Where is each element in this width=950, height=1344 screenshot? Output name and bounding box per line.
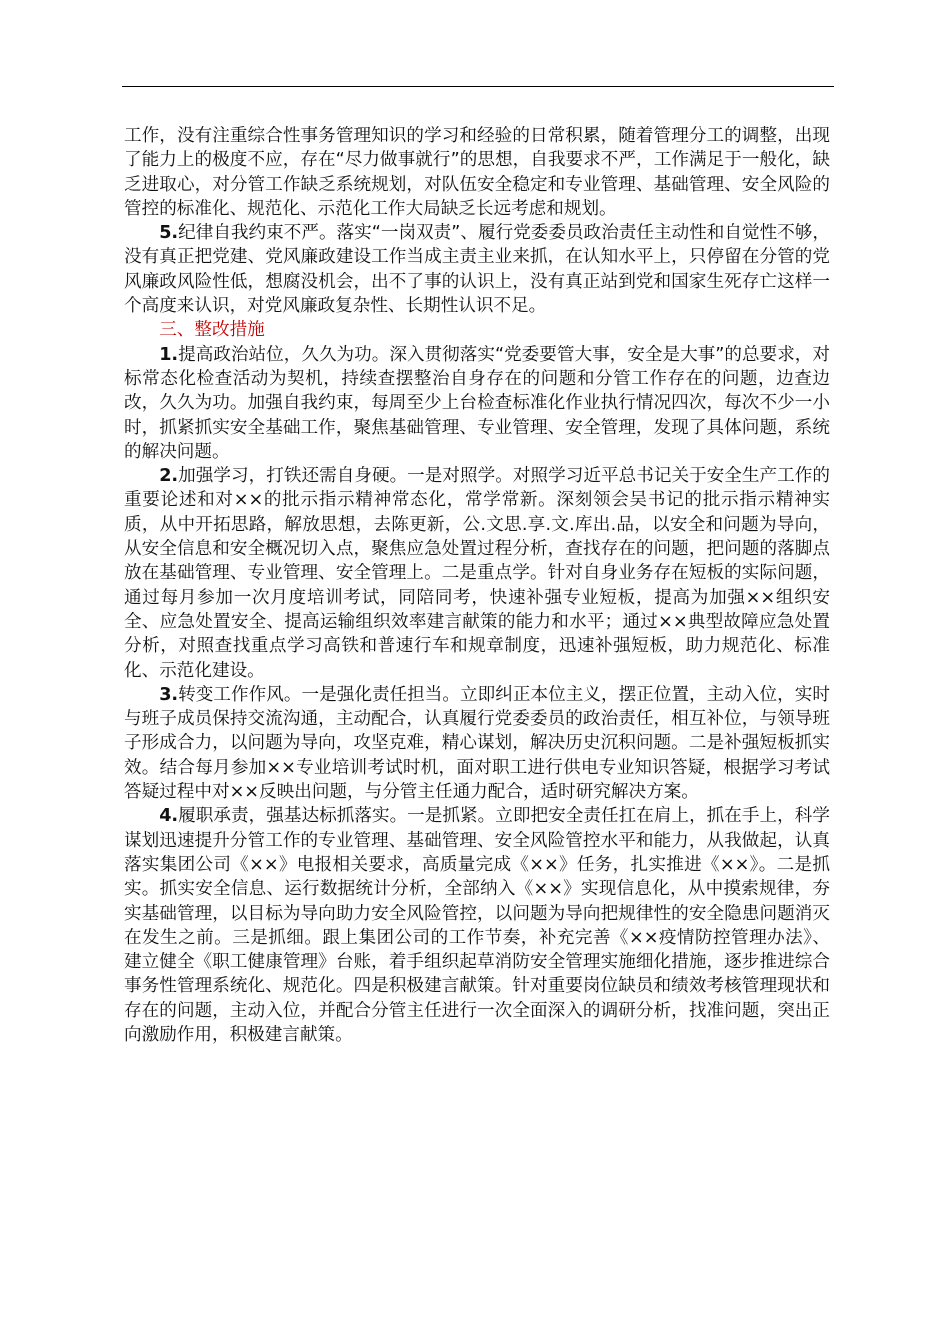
item-text: 提高政治站位，久久为功。深入贯彻落实“党委要管大事，安全是大事”的总要求，对标常态化检查活动为契机，持续查摆整治自身存在的问题和分管工作存在的问题，边查边改，久久为功。加强自我约束，每周至少上台检查标准化作业执行情况四次，每次不少一小时，抓紧抓实安全基础工作，聚焦基础管理、专业管理、安全管理，发现了具体问题，系统的解决问题。 [124, 344, 830, 462]
item-text: 纪律自我约束不严。落实“一岗双责”、履行党委委员政治责任主动性和自觉性不够，没有真正把党建、党风廉政建设工作当成主责主业来抓，在认知水平上，只停留在分管的党风廉政风险性低，想腐没机会，出不了事的认识上，没有真正站到党和国家生死存亡这样一个高度来认识，对党风廉政复杂性、长期性认识不足。 [124, 223, 830, 317]
paragraph-continuation: 工作，没有注重综合性事务管理知识的学习和经验的日常积累，随着管理分工的调整，出现了能力上的极度不应，存在“尽力做事就行”的思想，自我要求不严，工作满足于一般化，缺乏进取心，对分管工作缺乏系统规划，对队伍安全稳定和专业管理、基础管理、安全风险的管控的标准化、规范化、示范化工作大局缺乏长远考虑和规划。 [124, 126, 830, 219]
paragraph-measure-1 [124, 343, 830, 464]
document-body [124, 124, 830, 1047]
section-heading-rectification: 三、整改措施 [159, 320, 265, 341]
item-number: 4. [159, 806, 179, 827]
paragraph-measure-4 [124, 804, 830, 1047]
item-number: 3. [159, 684, 179, 705]
item-number: 1. [159, 344, 179, 365]
item-text: 加强学习，打铁还需自身硬。一是对照学。对照学习近平总书记关于安全生产工作的重要论述和对××的批示指示精神常态化，常学常新。深刻领会吴书记的批示指示精神实质，从中开拓思路，解放思想，去陈更新，公.文思.享.文.库出.品，以安全和问题为导向，从安全信息和安全概况切入点，聚焦应急处置过程分析，查找存在的问题，把问题的落脚点放在基础管理、专业管理、安全管理上。二是重点学。针对自身业务存在短板的实际问题，通过每月参加一次月度培训考试，同陪同考，快速补强专业短板，提高为加强××组织安全、应急处置安全、提高运输组织效率建言献策的能力和水平；通过××典型故障应急处置分析，对照查找重点学习高铁和普速行车和规章制度，迅速补强短板，助力规范化、标准化、示范化建设。 [124, 466, 830, 681]
paragraph-measure-2 [124, 464, 830, 683]
item-text: 履职承责，强基达标抓落实。一是抓紧。立即把安全责任扛在肩上，抓在手上，科学谋划迅速提升分管工作的专业管理、基础管理、安全风险管控水平和能力，从我做起，认真落实集团公司《××》电报相关要求，高质量完成《××》任务，扎实推进《××》。二是抓实。抓实安全信息、运行数据统计分析，全部纳入《××》实现信息化，从中摸索规律，夯实基础管理，以目标为导向助力安全风险管控，以问题为导向把规律性的安全隐患问题消灭在发生之前。三是抓细。跟上集团公司的工作节奏，补充完善《××疫情防控管理办法》、建立健全《职工健康管理》台账，着手组织起草消防安全管理实施细化措施，逐步推进综合事务性管理系统化、规范化。四是积极建言献策。针对重要岗位缺员和绩效考核管理现状和存在的问题，主动入位，并配合分管主任进行一次全面深入的调研分析，找准问题，突出正向激励作用，积极建言献策。 [124, 806, 830, 1045]
header-rule [122, 86, 834, 87]
paragraph-measure-3 [124, 683, 830, 804]
paragraph-item-5 [124, 221, 830, 318]
item-number: 2. [159, 466, 179, 487]
item-number: 5. [159, 223, 179, 244]
item-text: 转变工作作风。一是强化责任担当。立即纠正本位主义，摆正位置，主动入位，实时与班子成员保持交流沟通，主动配合，认真履行党委委员的政治责任，相互补位，与领导班子形成合力，以问题为导向，攻坚克难，精心谋划，解决历史沉积问题。二是补强短板抓实效。结合每月参加××专业培训考试时机，面对职工进行供电专业知识答疑，根据学习考试答疑过程中对××反映出问题，与分管主任通力配合，适时研究解决方案。 [124, 684, 830, 803]
